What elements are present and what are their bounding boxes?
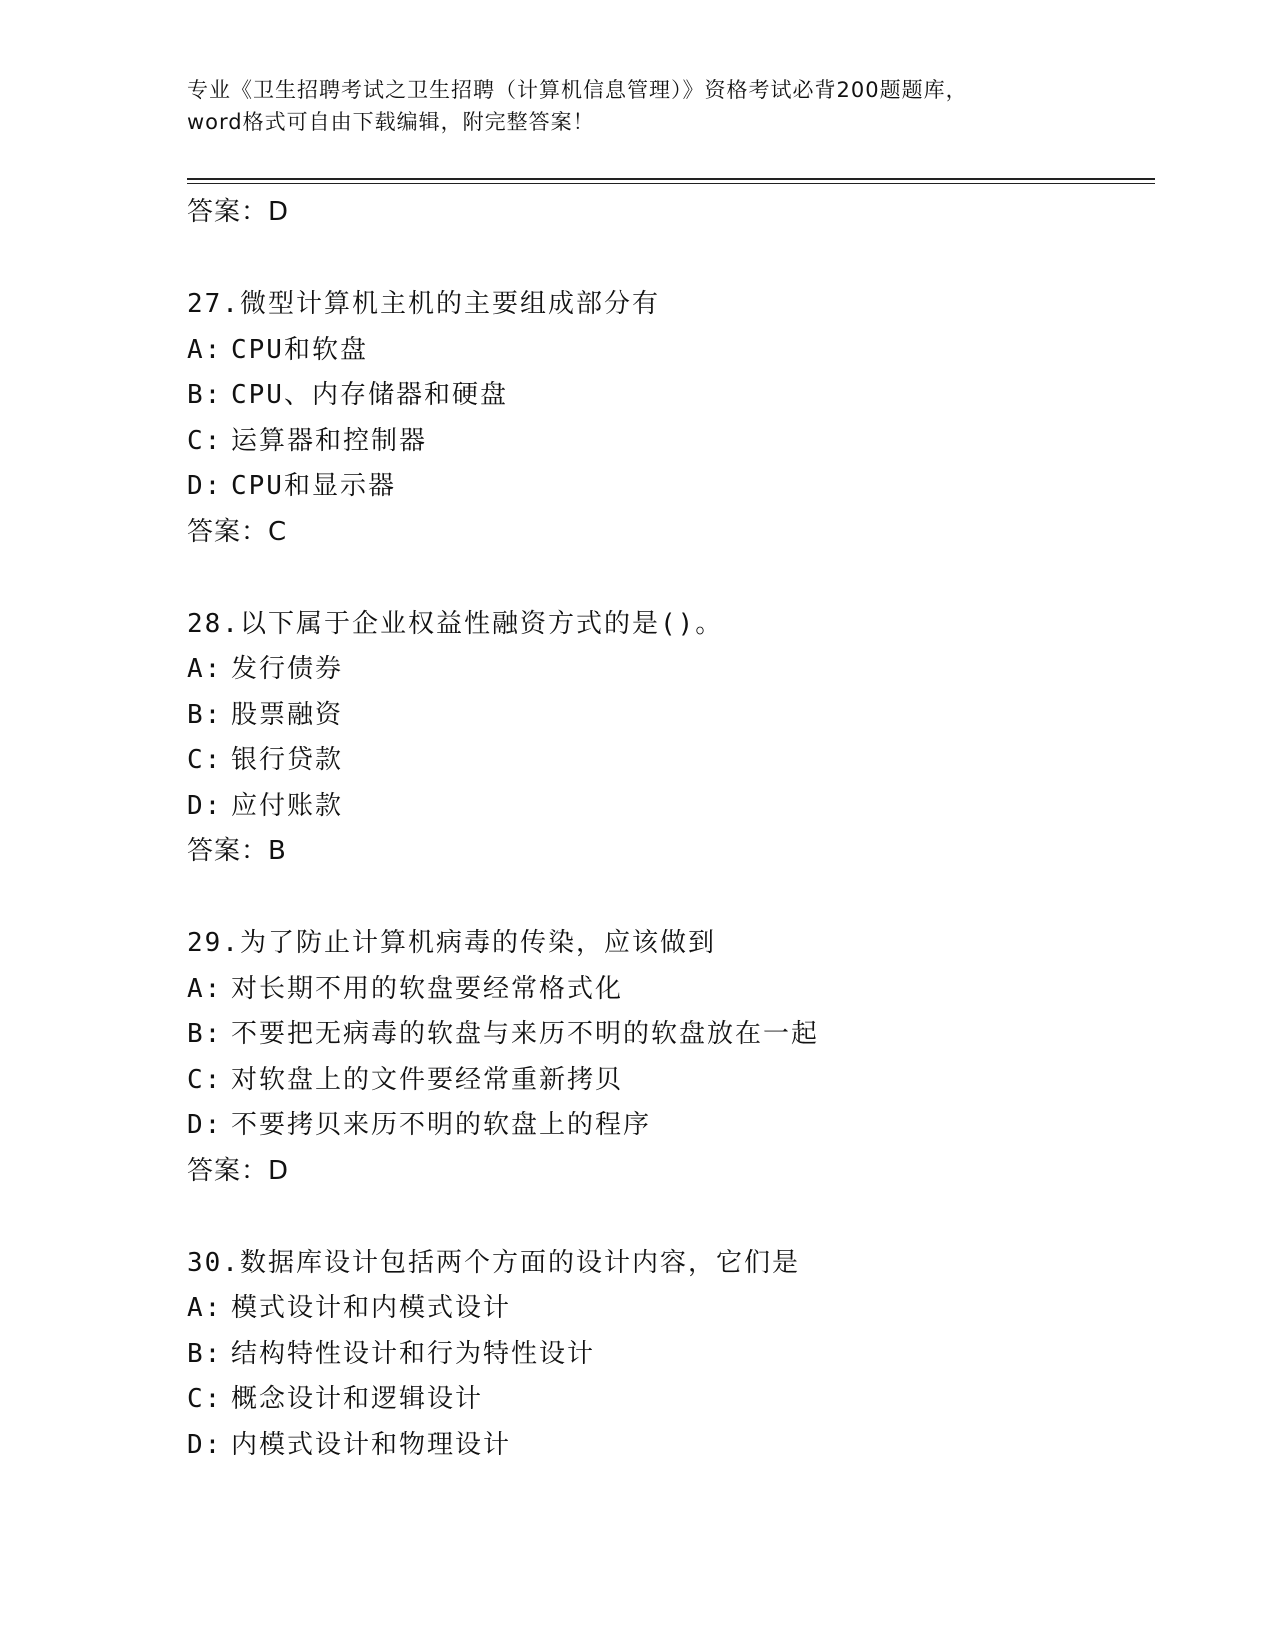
option-b (187, 373, 1147, 419)
question-29 (187, 921, 1147, 1193)
question-stem: 28.以下属于企业权益性融资方式的是()。 (187, 608, 724, 639)
option-text: CPU和软盘 (231, 334, 368, 365)
option-c (187, 1058, 1147, 1104)
document-header (187, 74, 1087, 138)
option-letter: A: (187, 1293, 223, 1323)
option-letter: C: (187, 1064, 223, 1095)
option-b (187, 693, 1147, 739)
option-letter: B: (187, 699, 223, 730)
option-text: 对长期不用的软盘要经常格式化 (231, 973, 624, 1004)
option-d (187, 1103, 1147, 1149)
option-c (187, 1377, 1147, 1423)
option-text: 应付账款 (231, 790, 344, 821)
option-letter: A: (187, 334, 223, 365)
option-text: 概念设计和逻辑设计 (231, 1384, 484, 1414)
option-text: 不要把无病毒的软盘与来历不明的软盘放在一起 (231, 1019, 820, 1049)
option-text: CPU和显示器 (231, 471, 396, 501)
option-letter: C: (187, 425, 223, 456)
header-title-line-2: word格式可自由下载编辑，附完整答案！ (187, 110, 595, 134)
header-divider-thick (187, 178, 1155, 180)
option-letter: B: (187, 1019, 223, 1049)
option-letter: D: (187, 790, 223, 821)
option-letter: C: (187, 1384, 223, 1414)
option-letter: D: (187, 471, 223, 501)
option-letter: B: (187, 1338, 223, 1369)
option-d (187, 784, 1147, 830)
option-d (187, 464, 1147, 510)
option-text: CPU、内存储器和硬盘 (231, 380, 508, 410)
previous-answer: 答案：D (187, 197, 290, 227)
option-a (187, 1286, 1147, 1332)
option-a (187, 647, 1147, 693)
option-text: 结构特性设计和行为特性设计 (231, 1338, 596, 1369)
option-b (187, 1332, 1147, 1378)
question-27 (187, 282, 1147, 554)
option-b (187, 1012, 1147, 1058)
option-text: 股票融资 (231, 699, 344, 730)
question-content (187, 190, 1147, 1468)
option-letter: A: (187, 973, 223, 1004)
option-text: 对软盘上的文件要经常重新拷贝 (231, 1064, 624, 1095)
question-30 (187, 1241, 1147, 1469)
option-a (187, 967, 1147, 1013)
question-answer: 答案：C (187, 516, 288, 547)
header-divider-thin (187, 183, 1155, 184)
question-answer: 答案：B (187, 836, 287, 866)
question-stem: 29.为了防止计算机病毒的传染，应该做到 (187, 928, 716, 958)
header-title-line-1: 专业《卫生招聘考试之卫生招聘（计算机信息管理）》资格考试必背200题题库， (187, 78, 968, 102)
option-letter: D: (187, 1110, 223, 1140)
option-letter: A: (187, 654, 223, 684)
option-letter: C: (187, 745, 223, 775)
option-text: 模式设计和内模式设计 (231, 1293, 512, 1323)
option-c (187, 419, 1147, 465)
question-stem: 27.微型计算机主机的主要组成部分有 (187, 289, 660, 319)
option-text: 银行贷款 (231, 745, 344, 775)
option-letter: B: (187, 380, 223, 410)
option-letter: D: (187, 1429, 223, 1460)
question-stem: 30.数据库设计包括两个方面的设计内容，它们是 (187, 1247, 800, 1278)
option-text: 内模式设计和物理设计 (231, 1429, 512, 1460)
option-d (187, 1423, 1147, 1469)
question-answer: 答案：D (187, 1155, 290, 1186)
option-c (187, 738, 1147, 784)
question-28 (187, 602, 1147, 874)
option-text: 发行债券 (231, 654, 344, 684)
option-a (187, 328, 1147, 374)
option-text: 运算器和控制器 (231, 425, 428, 456)
option-text: 不要拷贝来历不明的软盘上的程序 (231, 1110, 652, 1140)
